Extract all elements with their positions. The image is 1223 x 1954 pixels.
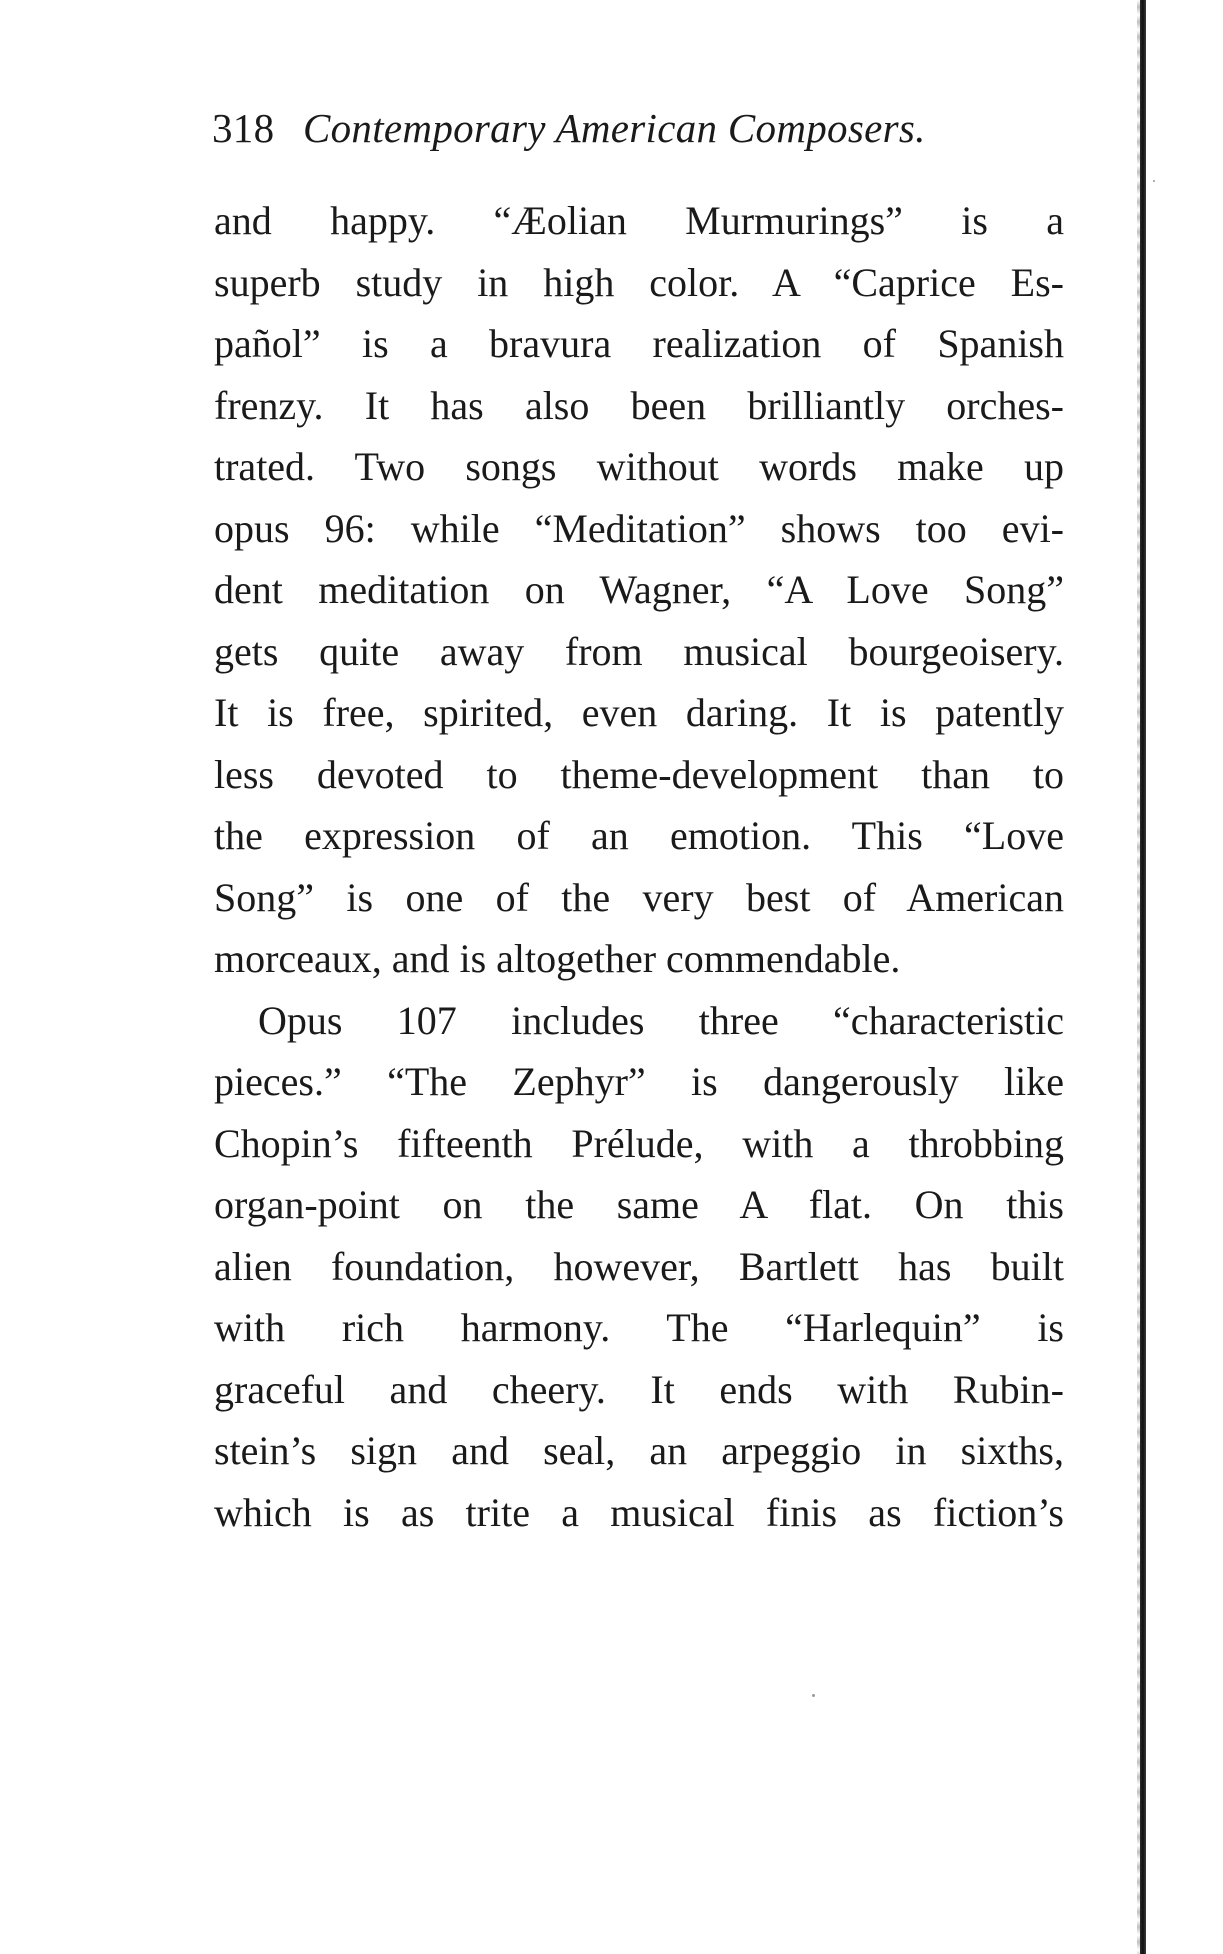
text-line: and happy. “Æolian Murmurings” is a <box>214 198 1064 243</box>
paper-speck <box>1153 180 1155 182</box>
running-title: Contemporary American Composers. <box>302 105 926 151</box>
text-line: It is free, spirited, even daring. It is patently <box>214 690 1064 735</box>
paragraph-start-line: Opus 107 includes three “characteristic <box>258 997 1064 1043</box>
page-binding-edge <box>1140 0 1146 1954</box>
text-line: graceful and cheery. It ends with Rubin- <box>214 1366 1064 1412</box>
text-line: with rich harmony. The “Harlequin” is <box>214 1305 1064 1350</box>
text-line: Chopin’s fifteenth Prélude, with a throbbing <box>214 1120 1064 1166</box>
text-line: gets quite away from musical bourgeoisery. <box>214 628 1064 674</box>
text-line: the expression of an emotion. This “Love <box>214 813 1064 858</box>
text-line: stein’s sign and seal, an arpeggio in sixths, <box>214 1428 1064 1473</box>
text-line: dent meditation on Wagner, “A Love Song” <box>214 567 1064 612</box>
paragraph-end-line: morceaux, and is altogether commendable. <box>214 936 901 981</box>
text-line: superb study in high color. A “Caprice Es- <box>214 259 1064 305</box>
body-text <box>214 190 1064 1543</box>
text-line: pieces.” “The Zephyr” is dangerously like <box>214 1059 1064 1104</box>
text-line: less devoted to theme-development than to <box>214 751 1064 797</box>
text-line: pañol” is a bravura realization of Spanish <box>214 321 1064 366</box>
page-number: 318 <box>212 105 275 151</box>
text-line: trated. Two songs without words make up <box>214 444 1064 489</box>
paper-speck <box>812 1694 815 1697</box>
text-line: Song” is one of the very best of American <box>214 874 1064 920</box>
text-line: organ-point on the same A flat. On this <box>214 1182 1064 1227</box>
running-head <box>212 104 926 152</box>
text-line: opus 96: while “Meditation” shows too evi- <box>214 505 1064 551</box>
text-line: alien foundation, however, Bartlett has built <box>214 1243 1064 1289</box>
text-line: frenzy. It has also been brilliantly orches- <box>214 382 1064 428</box>
text-line: which is as trite a musical finis as fiction’s <box>214 1489 1064 1535</box>
